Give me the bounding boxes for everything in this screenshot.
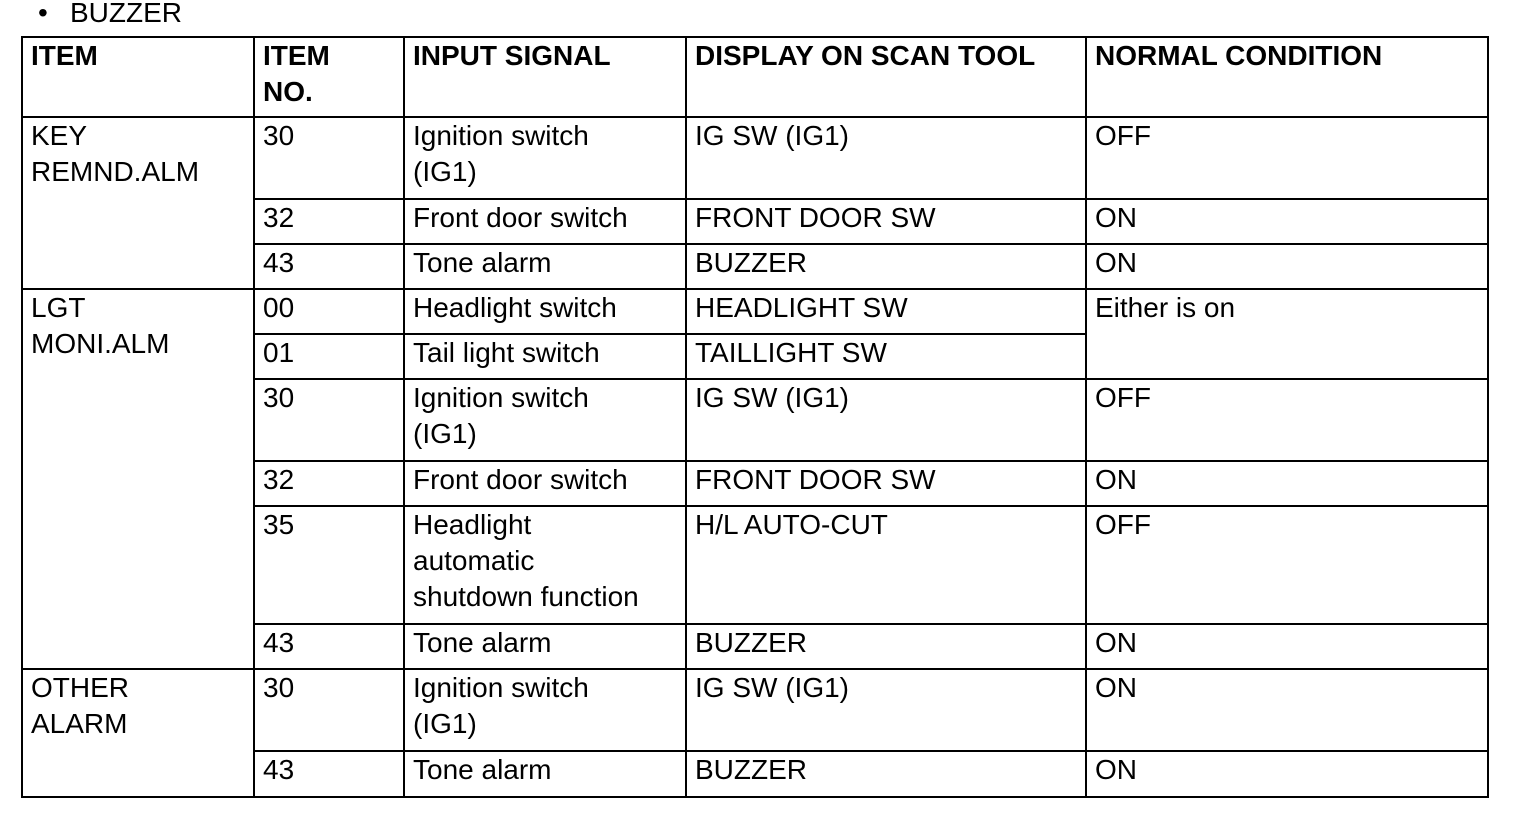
input-signal-cell (404, 117, 686, 199)
input-signal-line2: (IG1) (413, 418, 477, 449)
item-no-cell: 30 (254, 117, 404, 199)
normal-condition-cell: OFF (1086, 506, 1488, 624)
group-item-line2: REMND.ALM (31, 156, 200, 187)
bullet-icon: • (38, 0, 48, 28)
item-no-cell: 43 (254, 244, 404, 289)
item-no-cell: 30 (254, 669, 404, 751)
header-item-no-line1: ITEM (263, 40, 330, 71)
normal-condition-cell: OFF (1086, 117, 1488, 199)
normal-condition-cell: ON (1086, 624, 1488, 669)
input-signal-cell (404, 379, 686, 461)
header-normal-condition: NORMAL CONDITION (1086, 37, 1488, 117)
group-item-cell (22, 289, 254, 669)
display-cell: BUZZER (686, 624, 1086, 669)
input-signal-cell: Tone alarm (404, 624, 686, 669)
input-signal-line3: shutdown function (413, 581, 639, 612)
item-no-cell: 43 (254, 751, 404, 797)
item-no-cell: 35 (254, 506, 404, 624)
input-signal-line2: (IG1) (413, 156, 477, 187)
item-no-cell: 43 (254, 624, 404, 669)
display-cell: BUZZER (686, 751, 1086, 797)
group-item-line2: MONI.ALM (31, 328, 170, 359)
group-item-line1: KEY (31, 120, 88, 151)
table-row (22, 117, 1488, 199)
group-item-cell (22, 669, 254, 797)
header-display: DISPLAY ON SCAN TOOL (686, 37, 1086, 117)
normal-condition-cell: ON (1086, 669, 1488, 751)
item-no-cell: 01 (254, 334, 404, 379)
display-cell: IG SW (IG1) (686, 117, 1086, 199)
input-signal-line1: Ignition switch (413, 120, 589, 151)
table-row (22, 289, 1488, 334)
group-item-line1: OTHER (31, 672, 129, 703)
input-signal-cell: Tail light switch (404, 334, 686, 379)
input-signal-cell (404, 669, 686, 751)
buzzer-data-table (21, 36, 1489, 798)
input-signal-cell (404, 506, 686, 624)
header-item-no-line2: NO. (263, 76, 313, 107)
group-item-line2: ALARM (31, 708, 128, 739)
normal-condition-cell: ON (1086, 751, 1488, 797)
table-row (22, 669, 1488, 751)
input-signal-line2: automatic (413, 545, 535, 576)
item-no-cell: 00 (254, 289, 404, 334)
display-cell: HEADLIGHT SW (686, 289, 1086, 334)
input-signal-cell: Tone alarm (404, 751, 686, 797)
normal-condition-cell: ON (1086, 244, 1488, 289)
normal-condition-cell: ON (1086, 461, 1488, 506)
display-cell: BUZZER (686, 244, 1086, 289)
input-signal-cell: Front door switch (404, 199, 686, 244)
item-no-cell: 30 (254, 379, 404, 461)
input-signal-cell: Front door switch (404, 461, 686, 506)
display-cell: IG SW (IG1) (686, 379, 1086, 461)
normal-condition-cell: ON (1086, 199, 1488, 244)
input-signal-cell: Tone alarm (404, 244, 686, 289)
item-no-cell: 32 (254, 199, 404, 244)
section-heading (38, 0, 182, 29)
display-cell: H/L AUTO-CUT (686, 506, 1086, 624)
display-cell: IG SW (IG1) (686, 669, 1086, 751)
table-header-row (22, 37, 1488, 117)
group-item-cell (22, 117, 254, 289)
header-input-signal: INPUT SIGNAL (404, 37, 686, 117)
display-cell: FRONT DOOR SW (686, 199, 1086, 244)
header-item-no (254, 37, 404, 117)
normal-condition-cell: OFF (1086, 379, 1488, 461)
header-item: ITEM (22, 37, 254, 117)
input-signal-line1: Ignition switch (413, 382, 589, 413)
item-no-cell: 32 (254, 461, 404, 506)
display-cell: TAILLIGHT SW (686, 334, 1086, 379)
section-title: BUZZER (70, 0, 182, 28)
input-signal-cell: Headlight switch (404, 289, 686, 334)
input-signal-line1: Ignition switch (413, 672, 589, 703)
input-signal-line1: Headlight (413, 509, 532, 540)
display-cell: FRONT DOOR SW (686, 461, 1086, 506)
normal-condition-cell: Either is on (1086, 289, 1488, 379)
input-signal-line2: (IG1) (413, 708, 477, 739)
group-item-line1: LGT (31, 292, 86, 323)
